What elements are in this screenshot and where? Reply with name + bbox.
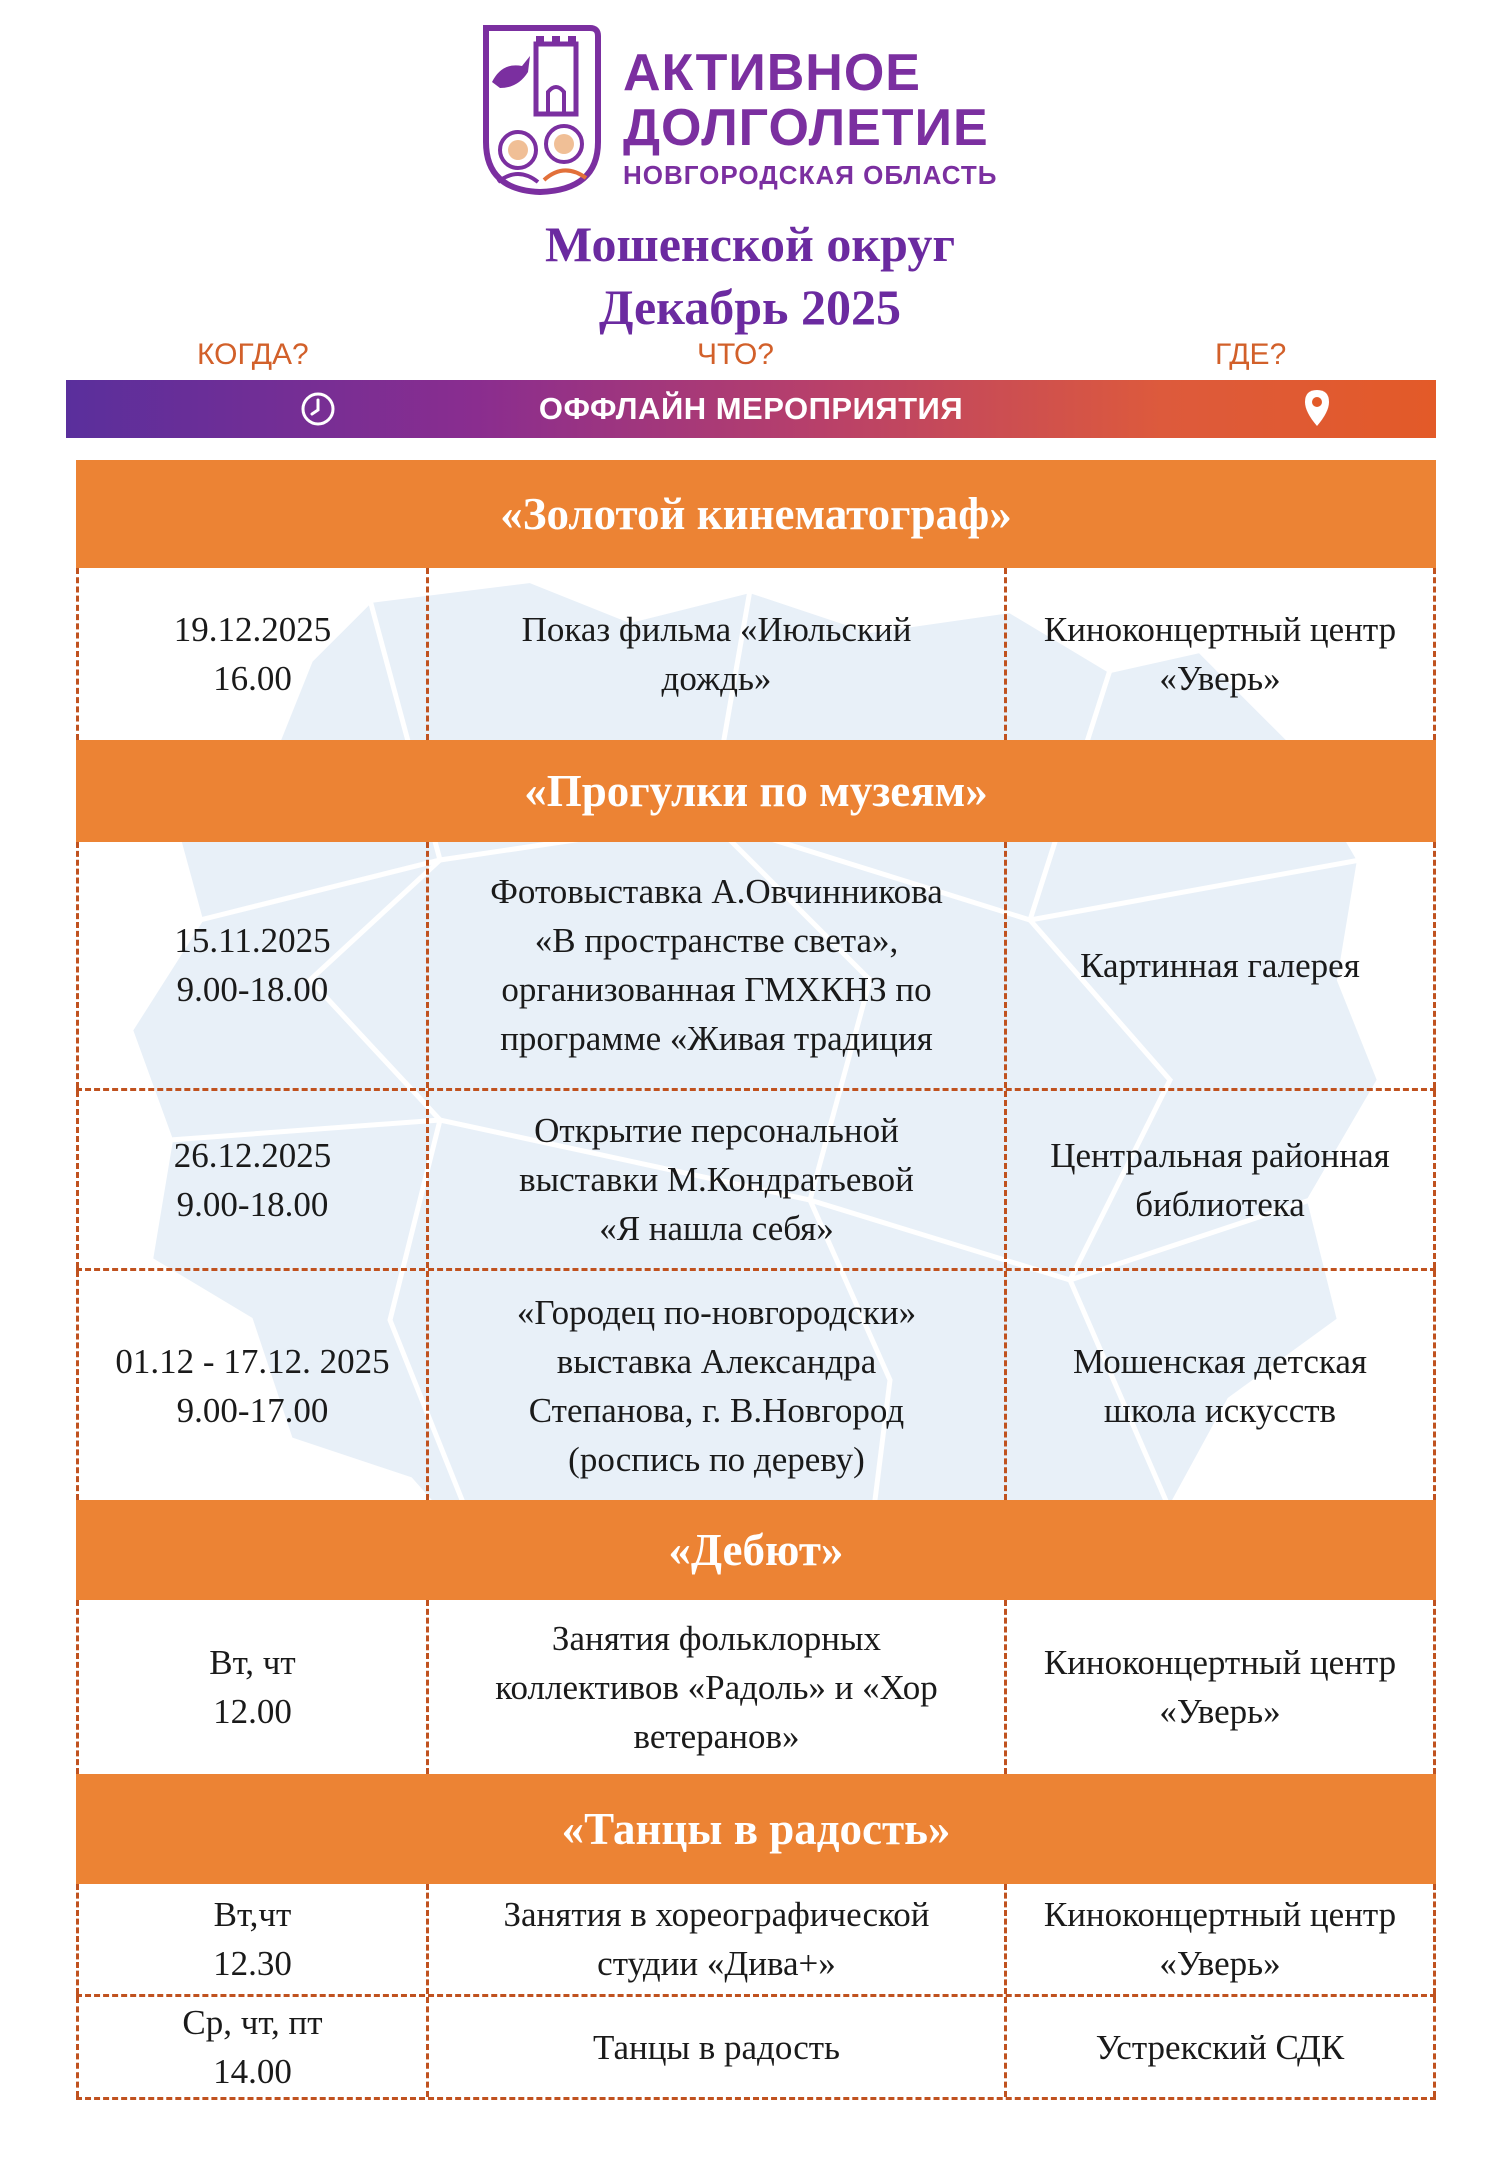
event-when — [76, 1600, 426, 1774]
question-where: ГДЕ? — [1215, 338, 1287, 371]
event-when — [76, 1271, 426, 1500]
page-title-district: Мошенской округ — [544, 216, 956, 272]
what-line: дождь» — [661, 659, 772, 698]
section-header — [76, 460, 1436, 568]
what-line: Фотовыставка А.Овчинникова — [490, 872, 943, 911]
section-title: «Дебют» — [668, 1525, 844, 1575]
where-line: «Уверь» — [1159, 659, 1281, 698]
where-line: Центральная районная — [1050, 1135, 1390, 1175]
what-line: студии «Дива+» — [597, 1944, 836, 1983]
what-line: организованная ГМХКНЗ по — [501, 970, 932, 1009]
what-line: программе «Живая традиция — [500, 1019, 933, 1058]
logo — [478, 22, 1038, 202]
logo-line-1: АКТИВНОЕ — [623, 44, 921, 102]
table-row — [76, 1994, 1436, 2100]
logo-emblem-icon — [478, 22, 603, 197]
event-what — [426, 1091, 1004, 1268]
when-line: 9.00-18.00 — [176, 1184, 329, 1224]
where-line: Картинная галерея — [1080, 945, 1360, 985]
when-line: 16.00 — [213, 659, 292, 698]
table-row — [76, 842, 1436, 1088]
table-row — [76, 1884, 1436, 1994]
what-line: Показ фильма «Июльский — [521, 610, 912, 649]
section-header — [76, 1774, 1436, 1884]
question-header-row — [0, 338, 1500, 374]
map-pin-icon — [1302, 388, 1332, 428]
what-line: (роспись по дереву) — [568, 1439, 865, 1479]
when-line: Вт,чт — [213, 1895, 292, 1934]
when-line: 15.11.2025 — [174, 921, 331, 960]
event-what — [426, 1271, 1004, 1500]
when-line: Вт, чт — [209, 1643, 296, 1682]
where-line: «Уверь» — [1159, 1692, 1281, 1731]
what-line: Степанова, г. В.Новгород — [528, 1390, 905, 1430]
when-line: 12.30 — [213, 1944, 292, 1983]
event-when — [76, 1997, 426, 2097]
event-when — [76, 842, 426, 1088]
section-title: «Танцы в радость» — [561, 1804, 951, 1854]
event-where — [1004, 568, 1436, 740]
what-line: Занятия в хореографической — [503, 1895, 930, 1934]
event-where — [1004, 1600, 1436, 1774]
logo-line-3: НОВГОРОДСКАЯ ОБЛАСТЬ — [623, 160, 998, 190]
where-line: Устрекский СДК — [1095, 2027, 1345, 2067]
where-line: Киноконцертный центр — [1043, 1895, 1397, 1934]
when-line: Ср, чт, пт — [182, 2003, 323, 2042]
event-when — [76, 1884, 426, 1994]
what-line: Открытие персональной — [534, 1111, 899, 1150]
event-where — [1004, 1271, 1436, 1500]
section-header — [76, 1500, 1436, 1600]
where-line: библиотека — [1135, 1184, 1305, 1224]
table-row — [76, 1600, 1436, 1774]
section-title: «Золотой кинематограф» — [500, 489, 1012, 539]
logo-line-2: ДОЛГОЛЕТИЕ — [623, 99, 989, 157]
what-line: ветеранов» — [633, 1716, 800, 1756]
clock-icon — [300, 391, 336, 427]
what-line: «Городец по-новгородски» — [516, 1292, 917, 1332]
question-when: КОГДА? — [197, 338, 309, 371]
where-line: Киноконцертный центр — [1043, 1643, 1397, 1682]
event-where — [1004, 1997, 1436, 2097]
where-line: Киноконцертный центр — [1043, 610, 1397, 649]
logo-wordmark — [623, 46, 997, 194]
event-where — [1004, 1091, 1436, 1268]
when-line: 01.12 - 17.12. 2025 — [115, 1341, 390, 1381]
question-what: ЧТО? — [697, 338, 774, 371]
offline-events-banner — [66, 380, 1436, 438]
event-where — [1004, 842, 1436, 1088]
event-what — [426, 1884, 1004, 1994]
event-where — [1004, 1884, 1436, 1994]
where-line: «Уверь» — [1159, 1944, 1281, 1983]
when-line: 9.00-17.00 — [176, 1390, 329, 1430]
event-what — [426, 568, 1004, 740]
when-line: 9.00-18.00 — [176, 970, 329, 1009]
where-line: Мошенская детская — [1072, 1341, 1368, 1381]
when-line: 12.00 — [213, 1692, 292, 1731]
banner-label: ОФФЛАЙН МЕРОПРИЯТИЯ — [538, 391, 964, 426]
event-what — [426, 1600, 1004, 1774]
events-table — [76, 460, 1436, 2100]
what-line: выставки М.Кондратьевой — [519, 1160, 914, 1199]
event-what — [426, 842, 1004, 1088]
when-line: 19.12.2025 — [173, 610, 332, 649]
what-line: Танцы в радость — [592, 2027, 841, 2067]
what-line: выставка Александра — [556, 1341, 877, 1381]
what-line: коллективов «Радоль» и «Хор — [495, 1667, 938, 1707]
where-line: школа искусств — [1103, 1390, 1337, 1430]
event-when — [76, 568, 426, 740]
what-line: «В пространстве света», — [534, 921, 899, 960]
when-line: 26.12.2025 — [173, 1135, 332, 1175]
section-header — [76, 740, 1436, 842]
table-row — [76, 1268, 1436, 1500]
event-when — [76, 1091, 426, 1268]
event-what — [426, 1997, 1004, 2097]
what-line: Занятия фольклорных — [551, 1618, 882, 1658]
table-row — [76, 568, 1436, 740]
when-line: 14.00 — [213, 2052, 292, 2091]
what-line: «Я нашла себя» — [599, 1209, 834, 1248]
page-title-month: Декабрь 2025 — [598, 279, 901, 335]
table-row — [76, 1088, 1436, 1268]
section-title: «Прогулки по музеям» — [524, 766, 988, 816]
